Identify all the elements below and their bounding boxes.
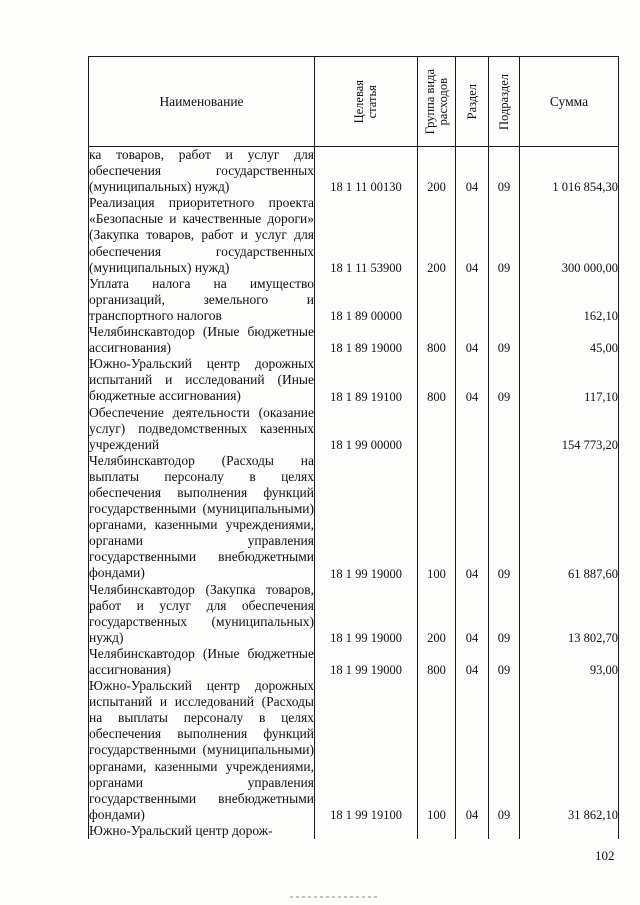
row-subsection: 09 xyxy=(489,582,520,646)
scan-artifact xyxy=(290,896,380,898)
header-target-article xyxy=(315,57,418,147)
row-name: Челябинскавтодор (Закупка товаров, работ и услуг для обеспечения государственных (муниципальных) нужд) xyxy=(89,581,314,645)
table-row xyxy=(89,276,619,324)
row-expense-group: 200 xyxy=(418,147,456,196)
header-subsection xyxy=(489,57,520,147)
header-name-label: Наименование xyxy=(159,93,244,109)
row-amount: 61 887,60 xyxy=(520,453,619,582)
row-section: 04 xyxy=(456,453,489,582)
row-amount: 93,00 xyxy=(520,646,619,678)
table-row xyxy=(89,823,619,839)
row-name: Реализация приоритетного проекта «Безопасные и качественные дороги» (Закупка товаров, работ и услуг для обеспечения государственных (муниципальных) нужд) xyxy=(89,195,314,275)
table-row xyxy=(89,405,619,453)
row-target-article: 18 1 99 19000 xyxy=(315,582,418,646)
row-expense-group xyxy=(418,276,456,324)
row-expense-group: 800 xyxy=(418,324,456,356)
row-target-article: 18 1 99 19000 xyxy=(315,646,418,678)
row-section xyxy=(456,823,489,839)
row-target-article: 18 1 89 19100 xyxy=(315,356,418,404)
row-expense-group: 200 xyxy=(418,582,456,646)
table-row xyxy=(89,147,619,196)
row-target-article: 18 1 99 19000 xyxy=(315,453,418,582)
row-expense-group xyxy=(418,823,456,839)
table-row xyxy=(89,195,619,275)
row-amount: 162,10 xyxy=(520,276,619,324)
header-group-line2: расходов xyxy=(435,77,450,126)
row-amount: 1 016 854,30 xyxy=(520,147,619,196)
row-target-article: 18 1 89 00000 xyxy=(315,276,418,324)
row-amount: 31 862,10 xyxy=(520,678,619,823)
header-amount xyxy=(520,57,619,147)
row-amount: 13 802,70 xyxy=(520,582,619,646)
row-subsection xyxy=(489,405,520,453)
row-section: 04 xyxy=(456,582,489,646)
row-name: Обеспечение деятельности (оказание услуг) подведомственных казенных учреждений xyxy=(89,404,314,452)
row-amount: 154 773,20 xyxy=(520,405,619,453)
row-name: Челябинскавтодор (Иные бюджетные ассигнования) xyxy=(89,645,314,677)
row-amount: 300 000,00 xyxy=(520,195,619,275)
row-subsection: 09 xyxy=(489,678,520,823)
row-name: Челябинскавтодор (Иные бюджетные ассигнования) xyxy=(89,324,314,356)
row-subsection: 09 xyxy=(489,147,520,196)
row-target-article: 18 1 89 19000 xyxy=(315,324,418,356)
row-section: 04 xyxy=(456,195,489,275)
row-subsection: 09 xyxy=(489,324,520,356)
row-subsection: 09 xyxy=(489,453,520,582)
row-amount xyxy=(520,823,619,839)
table-row xyxy=(89,356,619,404)
table-header-row xyxy=(89,57,619,147)
row-target-article xyxy=(315,823,418,839)
row-expense-group: 100 xyxy=(418,453,456,582)
row-subsection xyxy=(489,823,520,839)
row-expense-group: 800 xyxy=(418,646,456,678)
header-expense-group xyxy=(418,57,456,147)
table-row xyxy=(89,646,619,678)
page-number: 102 xyxy=(595,848,615,863)
row-target-article: 18 1 11 53900 xyxy=(315,195,418,275)
table-row xyxy=(89,324,619,356)
row-subsection xyxy=(489,276,520,324)
row-name: Южно-Уральский центр дорож- xyxy=(89,823,315,839)
row-section: 04 xyxy=(456,356,489,404)
row-amount: 45,00 xyxy=(520,324,619,356)
row-name: Южно-Уральский центр дорожных испытаний и исследований (Расходы на выплаты персоналу в целях обеспечения выполнения функций государственными (муниципальными) органами, казенными учреждениями, органами управления государственными внебюджетными фондами) xyxy=(89,678,314,822)
header-target-line2: статья xyxy=(365,84,379,119)
header-target-line1: Целевая xyxy=(352,79,366,124)
header-section-label: Раздел xyxy=(464,83,479,120)
row-section: 04 xyxy=(456,678,489,823)
header-amount-label: Сумма xyxy=(549,93,589,109)
row-expense-group xyxy=(418,405,456,453)
table-row xyxy=(89,453,619,582)
row-name: Южно-Уральский центр дорожных испытаний и исследований (Иные бюджетные ассигнования) xyxy=(89,356,314,404)
row-name: ка товаров, работ и услуг для обеспечения государственных (муниципальных) нужд) xyxy=(89,147,314,195)
header-section xyxy=(456,57,489,147)
header-subsection-label: Подраздел xyxy=(496,73,511,130)
header-name xyxy=(89,57,315,147)
table-body xyxy=(89,147,619,840)
header-group-line1: Группа вида xyxy=(422,68,437,135)
row-section: 04 xyxy=(456,646,489,678)
row-expense-group: 800 xyxy=(418,356,456,404)
row-amount: 117,10 xyxy=(520,356,619,404)
row-section: 04 xyxy=(456,324,489,356)
row-name: Челябинскавтодор (Расходы на выплаты персоналу в целях обеспечения выполнения функций государственными (муниципальными) органами, казенными учреждениями, органами управления государственными внебюджетными фондами) xyxy=(89,452,314,581)
row-subsection: 09 xyxy=(489,356,520,404)
row-subsection: 09 xyxy=(489,646,520,678)
row-target-article: 18 1 99 00000 xyxy=(315,405,418,453)
row-section: 04 xyxy=(456,147,489,196)
row-section xyxy=(456,405,489,453)
row-expense-group: 200 xyxy=(418,195,456,275)
table-row xyxy=(89,582,619,646)
row-target-article: 18 1 99 19100 xyxy=(315,678,418,823)
table-row xyxy=(89,678,619,823)
budget-table xyxy=(88,56,619,839)
row-target-article: 18 1 11 00130 xyxy=(315,147,418,196)
row-section xyxy=(456,276,489,324)
row-name: Уплата налога на имущество организаций, земельного и транспортного налогов xyxy=(89,275,314,323)
row-subsection: 09 xyxy=(489,195,520,275)
row-expense-group: 100 xyxy=(418,678,456,823)
